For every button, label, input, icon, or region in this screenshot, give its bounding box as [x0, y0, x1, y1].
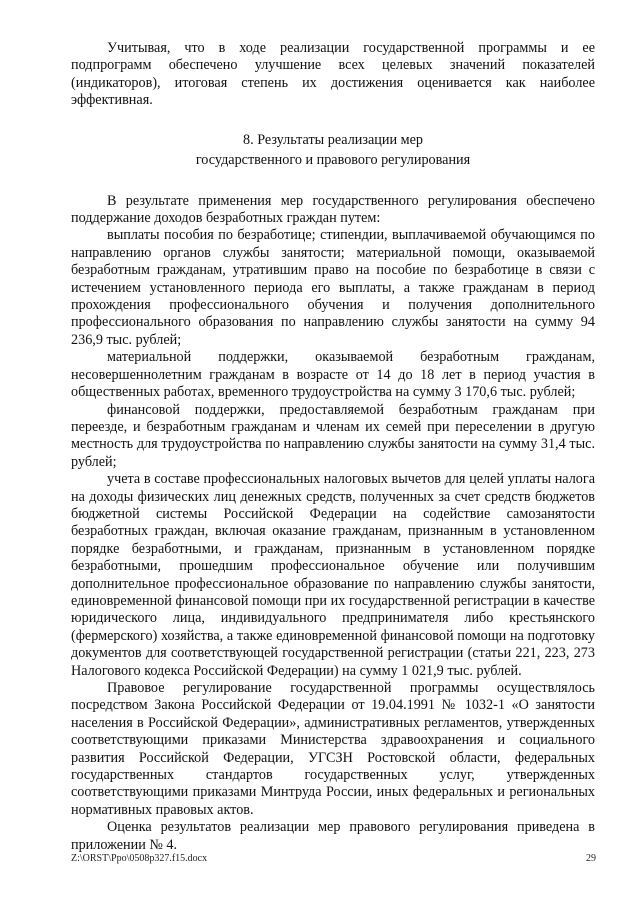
footer-file-path: Z:\ORST\Ppo\0508p327.f15.docx: [71, 853, 208, 864]
paragraph-material-support: материальной поддержки, оказываемой безработным гражданам, несовершеннолетним гражданам в возрасте от 14 до 18 лет в период участия в общественных работах, временного трудоустройства на сумму 3 170,6 тыс. рублей;: [71, 349, 595, 401]
intro-paragraph: Учитывая, что в ходе реализации государственной программы и ее подпрограмм обеспечено улучшение всех целевых значений показателей (индикаторов), итоговая степень их достижения оценивается как наиболее эффективная.: [71, 40, 595, 109]
paragraph-lead: В результате применения мер государственного регулирования обеспечено поддержание доходов безработных граждан путем:: [71, 192, 595, 227]
paragraph-relocation-support: финансовой поддержки, предоставляемой безработным гражданам при переезде, и безработным гражданам и членам их семей при переселении в другую местность для трудоустройства по направлению службы занятости на сумму 31,4 тыс. рублей;: [71, 401, 595, 470]
paragraph-results-evaluation: Оценка результатов реализации мер правового регулирования приведена в приложении № 4.: [71, 819, 595, 853]
document-body: [71, 40, 595, 854]
section-heading-line-1: 8. Результаты реализации мер: [243, 131, 423, 148]
section-heading-line-2: государственного и правового регулирования: [195, 151, 471, 168]
paragraph-tax-deductions: учета в составе профессиональных налоговых вычетов для целей уплаты налога на доходы физических лиц денежных средств, полученных за счет средств бюджетов бюджетной системы Российской Федерации на содействие самозанятости безработных граждан, включая оказание гражданам, признанным в установленном порядке безработными, и гражданам, признанным в установленном порядке безработными, прошедшим профессиональное обучение или получившим дополнительное профессиональное образование по направлению службы занятости, единовременной финансовой помощи при их государственной регистрации в качестве юридического лица, индивидуального предпринимателя либо крестьянского (фермерского) хозяйства, а также единовременной финансовой помощи на подготовку документов для соответствующей государственной регистрации (статьи 221, 223, 273 Налогового кодекса Российской Федерации) на сумму 1 021,9 тыс. рублей.: [71, 471, 595, 679]
paragraph-unemployment-benefits: выплаты пособия по безработице; стипендии, выплачиваемой обучающимся по направлению органов службы занятости; материальной помощи, оказываемой безработным гражданам, утратившим право на пособие по безработице в связи с истечением установленного периода его выплаты, а также гражданам в период прохождения профессионального обучения и получения дополнительного профессионального образования по направлению службы занятости на сумму 94 236,9 тыс. рублей;: [71, 227, 595, 348]
paragraph-legal-regulation: Правовое регулирование государственной программы осуществлялось посредством Закона Российской Федерации от 19.04.1991 № 1032-1 «О занятости населения в Российской Федерации», административных регламентов, утвержденных соответствующими приказами Министерства здравоохранения и социального развития Российской Федерации, УГСЗН Ростовской области, федеральных государственных стандартов государственных услуг, утвержденных соответствующими приказами Минтруда России, иных федеральных и региональных нормативных правовых актов.: [71, 680, 595, 818]
section-heading: [71, 130, 595, 170]
page-number: 29: [586, 853, 596, 864]
